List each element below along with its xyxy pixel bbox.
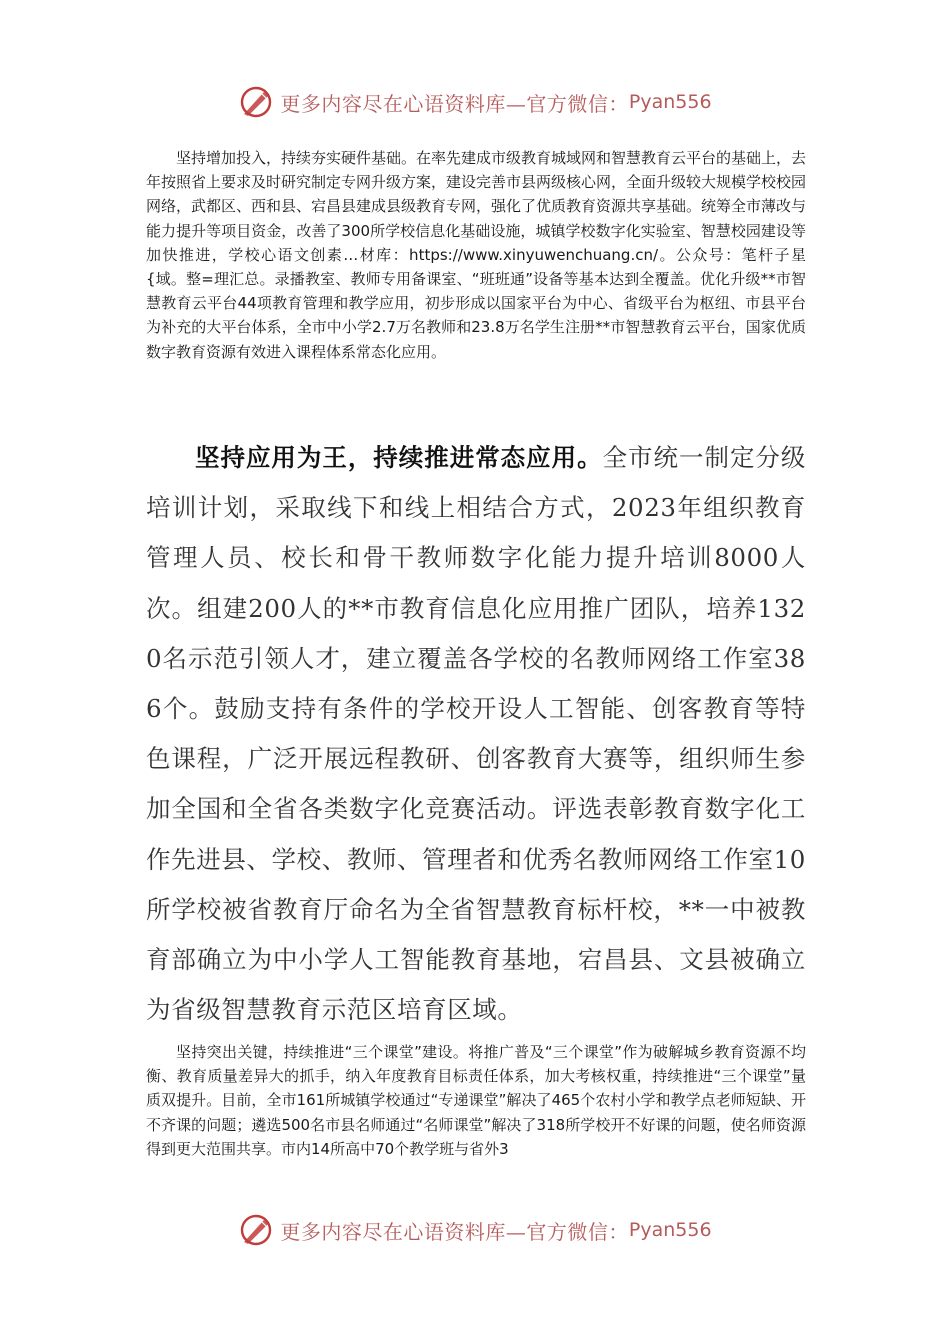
footer-wechat-id: Pyan556 [628,1219,712,1241]
pen-logo-icon [238,1212,274,1248]
paragraph-hardware: 坚持增加投入，持续夯实硬件基础。在率先建成市级教育城域网和智慧教育云平台的基础上，去年按照省上要求及时研究制定专网升级方案，建设完善市县两级核心网，全面升级较大规模学校校园网络，武都区、西和县、宕昌县建成县级教育专网，强化了优质教育资源共享基础。统筹全市薄改与能力提升等项目资金，改善了300所学校信息化基础设施，城镇学校数字化实验室、智慧校园建设等加快推进，学校心语文创素…材库：https://www.xinyuwenchuang.cn/。公众号：笔杆子星{域。整=理汇总。录播教室、教师专用备课室、“班班通”设备等基本达到全覆盖。优化升级**市智慧教育云平台44项教育管理和教学应用，初步形成以国家平台为中心、省级平台为枢纽、市县平台为补充的大平台体系，全市中小学2.7万名教师和23.8万名学生注册**市智慧教育云平台，国家优质数字教育资源有效进入课程体系常态化应用。 [146,149,807,361]
footer-banner [0,1210,950,1250]
footer-slogan: 更多内容尽在心语资料库—官方微信： [280,1219,629,1244]
paragraph-application-lead: 坚持应用为王，持续推进常态应用。 [195,443,603,472]
paragraph-three-classrooms: 坚持突出关键，持续推进“三个课堂”建设。将推广普及“三个课堂”作为破解城乡教育资源不均衡、教育质量差异大的抓手，纳入年度教育目标责任体系，加大考核权重，持续推进“三个课堂”量质双提升。目前，全市161所城镇学校通过“专递课堂”解决了465个农村小学和教学点老师短缺、开不齐课的问题；遴选500名市县名师通过“名师课堂”解决了318所学校开不好课的问题，使名师资源得到更大范围共享。市内14所高中70个教学班与省外3 [146,1043,806,1158]
header-slogan: 更多内容尽在心语资料库—官方微信： [280,91,629,116]
header-wechat-id: Pyan556 [628,91,712,113]
pen-logo-icon [238,84,274,120]
paragraph-application [146,433,806,1035]
paragraph-application-body: 全市统一制定分级培训计划，采取线下和线上相结合方式，2023年组织教育管理人员、校长和骨干教师数字化能力提升培训8000人次。组建200人的**市教育信息化应用推广团队，培养1320名示范引领人才，建立覆盖各学校的名教师网络工作室386个。鼓励支持有条件的学校开设人工智能、创客教育等特色课程，广泛开展远程教研、创客教育大赛等，组织师生参加全国和全省各类数字化竞赛活动。评选表彰教育数字化工作先进县、学校、教师、管理者和优秀名教师网络工作室10所学校被省教育厅命名为全省智慧教育标杆校，**一中被教育部确立为中小学人工智能教育基地，宕昌县、文县被确立为省级智慧教育示范区培育区域。 [146,443,806,1025]
header-banner [0,82,950,122]
